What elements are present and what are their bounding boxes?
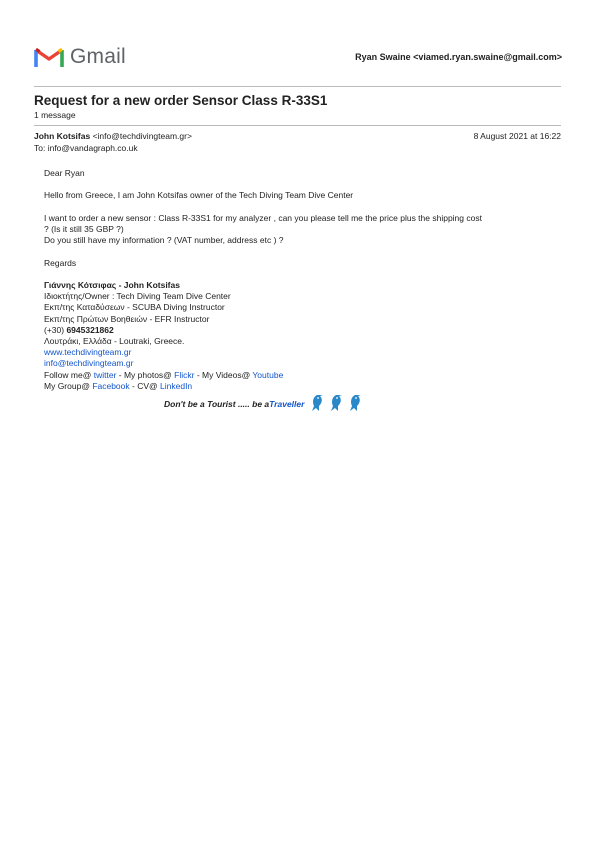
youtube-link[interactable]: Youtube xyxy=(252,369,284,380)
recipient: To: info@vandagraph.co.uk xyxy=(34,143,138,153)
traveller-link[interactable]: Traveller xyxy=(269,399,305,409)
account-label: Ryan Swaine <viamed.ryan.swaine@gmail.com> xyxy=(355,52,562,62)
sender-name: John Kotsifas xyxy=(34,131,91,141)
facebook-link[interactable]: Facebook xyxy=(92,380,130,391)
email-subject: Request for a new order Sensor Class R-33S1 xyxy=(34,93,328,108)
closing: Regards xyxy=(44,257,77,268)
signature-name: Γιάννης Κότσιφας - John Kotsifas xyxy=(44,279,180,290)
social-line: Follow me@ twitter - My photos@ Flickr - My Videos@ Youtube xyxy=(44,369,284,380)
greeting: Dear Ryan xyxy=(44,168,85,178)
website-link[interactable]: www.techdivingteam.gr xyxy=(44,347,132,358)
request-text-cont: ? (Is it still 35 GBP ?) xyxy=(44,223,124,234)
email-link[interactable]: info@techdivingteam.gr xyxy=(44,358,134,369)
divider xyxy=(34,86,561,87)
message-date: 8 August 2021 at 16:22 xyxy=(473,131,561,141)
sender-email: <info@techdivingteam.gr> xyxy=(92,131,192,141)
signature-efr: Εκπ/της Πρώτων Βοηθειών - EFR Instructor xyxy=(44,313,210,324)
dolphin-icon xyxy=(348,394,363,415)
gmail-logo-text: Gmail xyxy=(70,45,126,68)
linkedin-link[interactable]: LinkedIn xyxy=(160,380,193,391)
flickr-link[interactable]: Flickr xyxy=(174,369,195,380)
message-body xyxy=(44,168,559,415)
signature-owner: Ιδιοκτήτης/Owner : Tech Diving Team Dive Center xyxy=(44,291,231,302)
twitter-link[interactable]: twitter xyxy=(93,369,117,380)
gmail-logo xyxy=(34,44,126,70)
question-text: Do you still have my information ? (VAT number, address etc ) ? xyxy=(44,235,284,246)
gmail-logo-icon xyxy=(34,46,64,69)
sender xyxy=(34,131,192,141)
dolphin-icon xyxy=(310,394,325,415)
signature-instructor: Εκπ/της Καταδύσεων - SCUBA Diving Instructor xyxy=(44,302,225,313)
signature-phone: (+30) 6945321862 xyxy=(44,324,114,335)
divider xyxy=(34,125,561,126)
intro-text: Hello from Greece, I am John Kotsifas owner of the Tech Diving Team Dive Center xyxy=(44,190,354,201)
dolphin-icon xyxy=(329,394,344,415)
signature-location: Λουτράκι, Ελλάδα - Loutraki, Greece. xyxy=(44,335,185,346)
signature-tagline: Don't be a Tourist ..... be a Traveller xyxy=(164,394,559,415)
email-header xyxy=(34,44,562,72)
group-line: My Group@ Facebook - CV@ LinkedIn xyxy=(44,380,193,391)
message-count: 1 message xyxy=(34,110,76,120)
request-text: I want to order a new sensor : Class R-33S1 for my analyzer , can you please tell me the price plus the shipping cost xyxy=(44,212,482,223)
phone-number: 6945321862 xyxy=(66,324,114,335)
